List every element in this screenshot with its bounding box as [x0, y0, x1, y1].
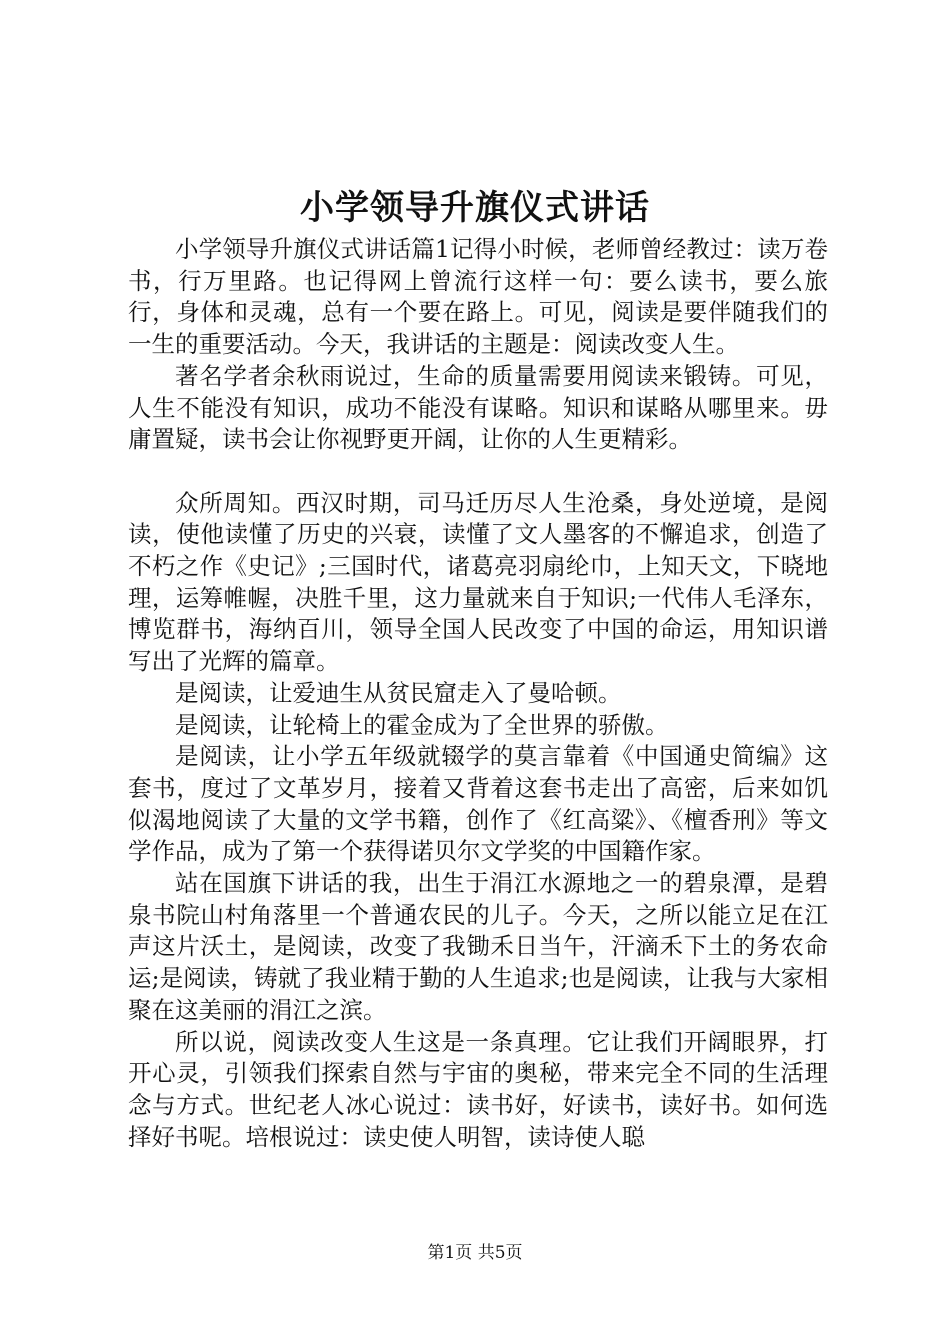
paragraph-1: 小学领导升旗仪式讲话篇1记得小时候，老师曾经教过：读万卷书，行万里路。也记得网上曾流行这样一句：要么读书，要么旅行，身体和灵魂，总有一个要在路上。可见，阅读是要伴随我们的一生的重要活动。今天，我讲话的主题是：阅读改变人生。 [128, 235, 828, 359]
paragraph-5: 是阅读，让轮椅上的霍金成为了全世界的骄傲。 [175, 710, 669, 739]
paragraph-2: 著名学者余秋雨说过，生命的质量需要用阅读来锻铸。可见，人生不能没有知识，成功不能没有谋略。知识和谋略从哪里来。毋庸置疑，读书会让你视野更开阔，让你的人生更精彩。 [128, 361, 828, 454]
page-title: 小学领导升旗仪式讲话 [300, 188, 650, 228]
paragraph-4: 是阅读，让爱迪生从贫民窟走入了曼哈顿。 [175, 678, 622, 707]
paragraph-7: 站在国旗下讲话的我，出生于涓江水源地之一的碧泉潭，是碧泉书院山村角落里一个普通农民的儿子。今天，之所以能立足在江声这片沃土，是阅读，改变了我锄禾日当午，汗滴禾下土的务农命运;是阅读，铸就了我业精于勤的人生追求;也是阅读，让我与大家相聚在这美丽的涓江之滨。 [128, 869, 828, 1024]
paragraph-3: 众所周知。西汉时期，司马迁历尽人生沧桑，身处逆境，是阅读，使他读懂了历史的兴衰，读懂了文人墨客的不懈追求，创造了不朽之作《史记》;三国时代，诸葛亮羽扇纶巾，上知天文，下晓地理，运筹帷幄，决胜千里，这力量就来自于知识;一代伟人毛泽东，博览群书，海纳百川，领导全国人民改变了中国的命运，用知识谱写出了光辉的篇章。 [128, 488, 828, 676]
paragraph-8: 所以说，阅读改变人生这是一条真理。它让我们开阔眼界，打开心灵，引领我们探索自然与宇宙的奥秘，带来完全不同的生活理念与方式。世纪老人冰心说过：读书好，好读书，读好书。如何选择好书呢。培根说过：读史使人明智，读诗使人聪 [128, 1027, 828, 1151]
paragraph-6: 是阅读，让小学五年级就辍学的莫言靠着《中国通史简编》这套书，度过了文革岁月，接着又背着这套书走出了高密，后来如饥似渴地阅读了大量的文学书籍，创作了《红高粱》、《檀香刑》等文学作品，成为了第一个获得诺贝尔文学奖的中国籍作家。 [128, 742, 828, 866]
document-body [128, 234, 828, 1153]
page-footer: 第1页 共5页 [427, 1243, 523, 1263]
